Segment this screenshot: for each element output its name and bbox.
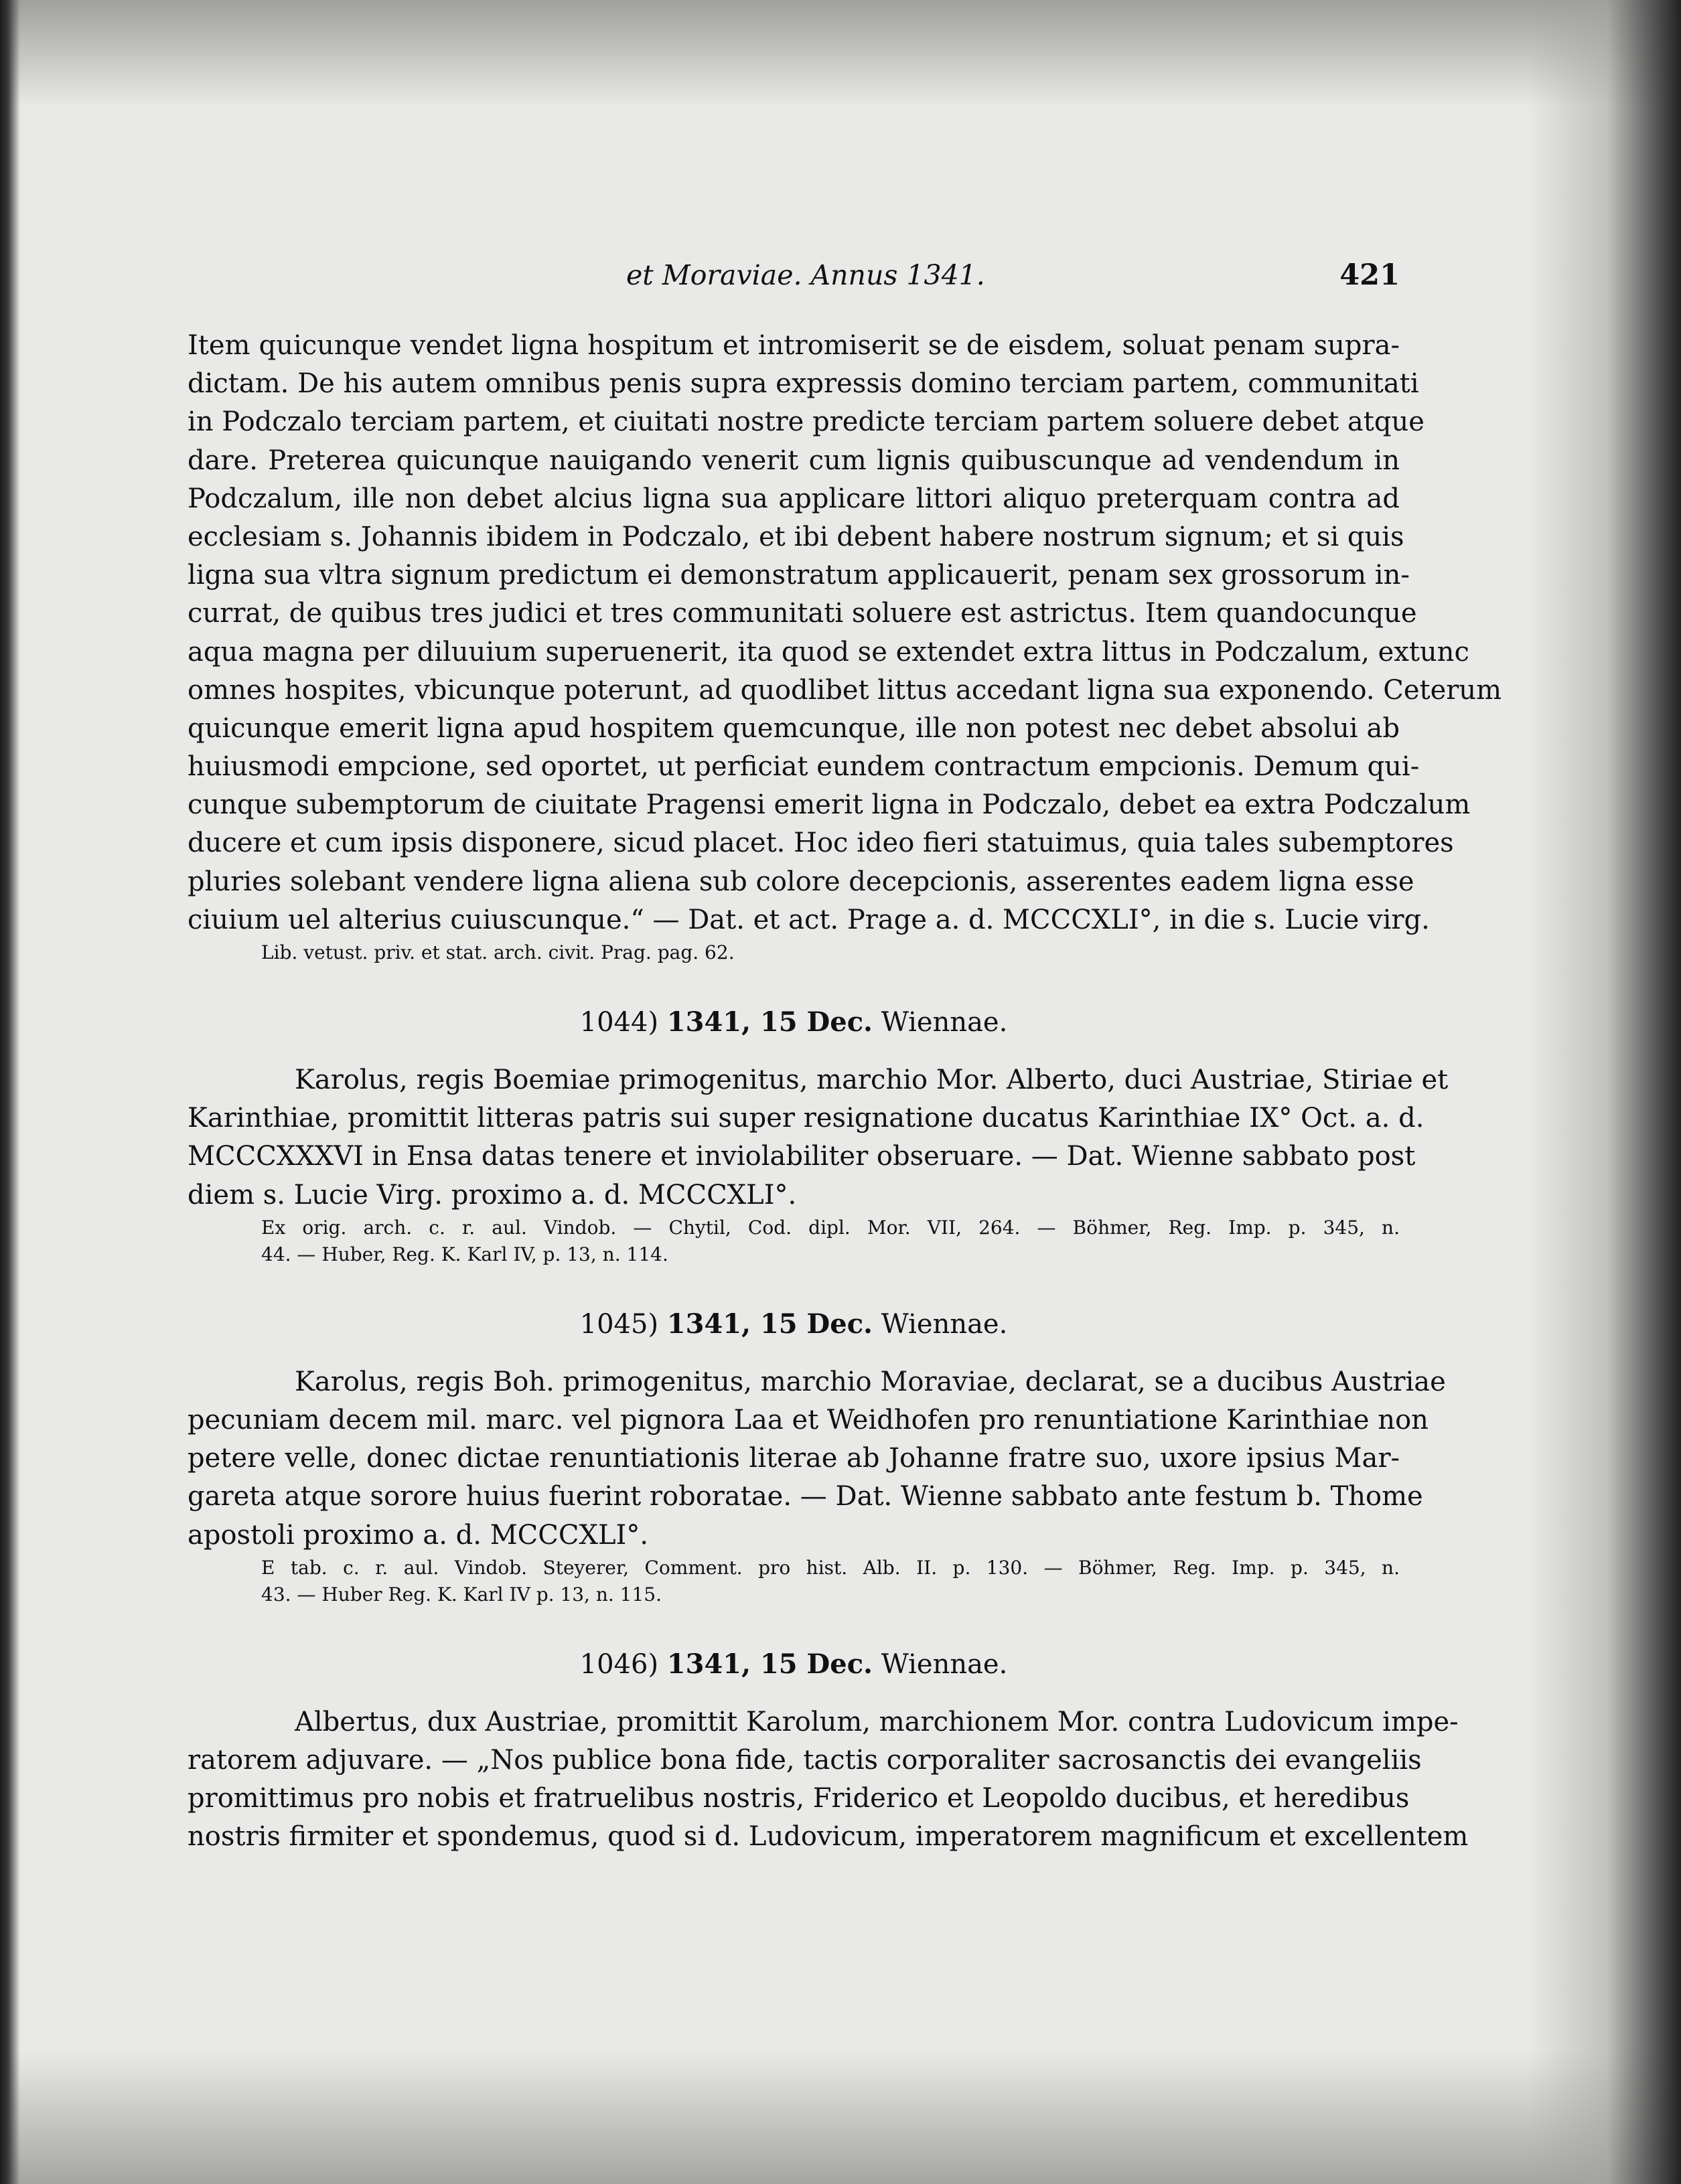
text-line: in Podczalo terciam partem, et ciuitati nostre predicte terciam partem soluere debet atque <box>188 406 1424 438</box>
text-line: pecuniam decem mil. marc. vel pignora Laa et Weidhofen pro renuntiatione Karinthiae non <box>188 1404 1429 1435</box>
text-line: ciuium uel alterius cuiuscunque.“ — Dat. et act. Prage a. d. MCCCXLI°, in die s. Lucie virg. <box>188 904 1430 935</box>
source-note: E tab. c. r. aul. Vindob. Steyerer, Comment. pro hist. Alb. II. p. 130. — Böhmer, Reg. Imp. p. 345, n. <box>261 1556 1400 1579</box>
text-line: MCCCXXXVI in Ensa datas tenere et inviolabiliter obseruare. — Dat. Wienne sabbato post <box>188 1141 1416 1172</box>
continuation-paragraph <box>188 327 1502 939</box>
text-line: promittimus pro nobis et fratruelibus nostris, Friderico et Leopoldo ducibus, et heredibus <box>188 1783 1410 1814</box>
entry-heading <box>188 1305 1400 1343</box>
text-line: ratorem adjuvare. — „Nos publice bona fide, tactis corporaliter sacrosanctis dei evangeliis <box>188 1744 1422 1776</box>
text-line: dictam. De his autem omnibus penis supra expressis domino terciam partem, communitati <box>188 368 1419 400</box>
entry-number: 1046) <box>579 1648 659 1680</box>
entry-place: Wiennae. <box>881 1007 1008 1038</box>
text-line: Item quicunque vendet ligna hospitum et intromiserit se de eisdem, soluat penam supra- <box>188 330 1400 361</box>
entry-place: Wiennae. <box>881 1648 1008 1680</box>
text-line: ducere et cum ipsis disponere, sicud placet. Hoc ideo fieri statuimus, quia tales subemptores <box>188 828 1454 859</box>
scan-shadow-left <box>0 0 20 2184</box>
regest-paragraph <box>188 1061 1449 1215</box>
entry-number: 1045) <box>579 1308 659 1340</box>
text-line: Karolus, regis Boh. primogenitus, marchio Moraviae, declarat, se a ducibus Austriae <box>295 1366 1446 1397</box>
page <box>188 0 1502 2184</box>
text-line: aqua magna per diluuium superuenerit, ita quod se extendet extra littus in Podczalum, extunc <box>188 636 1469 668</box>
text-line: Podczalum, ille non debet alcius ligna sua applicare littori aliquo preterquam contra ad <box>188 483 1400 514</box>
page-number: 421 <box>1339 258 1400 292</box>
text-line: currat, de quibus tres judici et tres communitati soluere est astrictus. Item quandocunque <box>188 598 1417 629</box>
entry-heading <box>188 1645 1400 1683</box>
text-line: Karinthiae, promittit litteras patris sui super resignatione ducatus Karinthiae IX° Oct. a. d. <box>188 1103 1424 1134</box>
text-line: quicunque emerit ligna apud hospitem quemcunque, ille non potest nec debet absolui ab <box>188 712 1400 744</box>
text-line: gareta atque sorore huius fuerint roboratae. — Dat. Wienne sabbato ante festum b. Thome <box>188 1481 1423 1512</box>
page-header <box>188 256 1400 297</box>
text-line: nostris firmiter et spondemus, quod si d. Ludovicum, imperatorem magnificum et excellentem <box>188 1821 1469 1853</box>
source-note: Lib. vetust. priv. et stat. arch. civit. Prag. pag. 62. <box>261 941 735 963</box>
text-line: petere velle, donec dictae renuntiationis literae ab Johanne fratre suo, uxore ipsius Mar- <box>188 1443 1400 1474</box>
running-head: et Moraviae. Annus 1341. <box>626 259 985 291</box>
entry-date: 1341, 15 Dec. <box>666 1308 873 1340</box>
entry-date: 1341, 15 Dec. <box>666 1648 873 1680</box>
text-line: diem s. Lucie Virg. proximo a. d. MCCCXLI°. <box>188 1179 797 1211</box>
text-line: omnes hospites, vbicunque poterunt, ad quodlibet littus accedant ligna sua exponendo. Ceterum <box>188 674 1502 706</box>
regest-paragraph <box>188 1363 1446 1555</box>
text-line: dare. Preterea quicunque nauigando venerit cum lignis quibuscunque ad vendendum in <box>188 445 1400 476</box>
text-line: apostoli proximo a. d. MCCCXLI°. <box>188 1519 649 1551</box>
text-line: Karolus, regis Boemiae primogenitus, marchio Mor. Alberto, duci Austriae, Stiriae et <box>295 1065 1449 1095</box>
page-body <box>188 327 1502 1856</box>
text-line: ligna sua vltra signum predictum ei demonstratum applicauerit, penam sex grossorum in- <box>188 560 1410 591</box>
entry-heading <box>188 1003 1400 1041</box>
regest-paragraph <box>188 1703 1469 1857</box>
source-note: Ex orig. arch. c. r. aul. Vindob. — Chytil, Cod. dipl. Mor. VII, 264. — Böhmer, Reg. Imp. p. 345, n. <box>261 1216 1400 1239</box>
source-note: 44. — Huber, Reg. K. Karl IV, p. 13, n. 114. <box>261 1243 668 1265</box>
text-line: pluries solebant vendere ligna aliena sub colore decepcionis, asserentes eadem ligna esse <box>188 866 1414 897</box>
text-line: huiusmodi empcione, sed oportet, ut perficiat eundem contractum empcionis. Demum qui- <box>188 751 1420 783</box>
entry-place: Wiennae. <box>881 1308 1008 1340</box>
scan-shadow-right <box>1527 0 1681 2184</box>
text-line: Albertus, dux Austriae, promittit Karolum, marchionem Mor. contra Ludovicum impe- <box>295 1706 1459 1737</box>
entry-date: 1341, 15 Dec. <box>666 1006 873 1038</box>
source-note: 43. — Huber Reg. K. Karl IV p. 13, n. 115. <box>261 1583 662 1606</box>
text-line: cunque subemptorum de ciuitate Pragensi emerit ligna in Podczalo, debet ea extra Podczalum <box>188 789 1471 821</box>
entry-number: 1044) <box>579 1007 659 1038</box>
text-line: ecclesiam s. Johannis ibidem in Podczalo, et ibi debent habere nostrum signum; et si quis <box>188 521 1404 552</box>
